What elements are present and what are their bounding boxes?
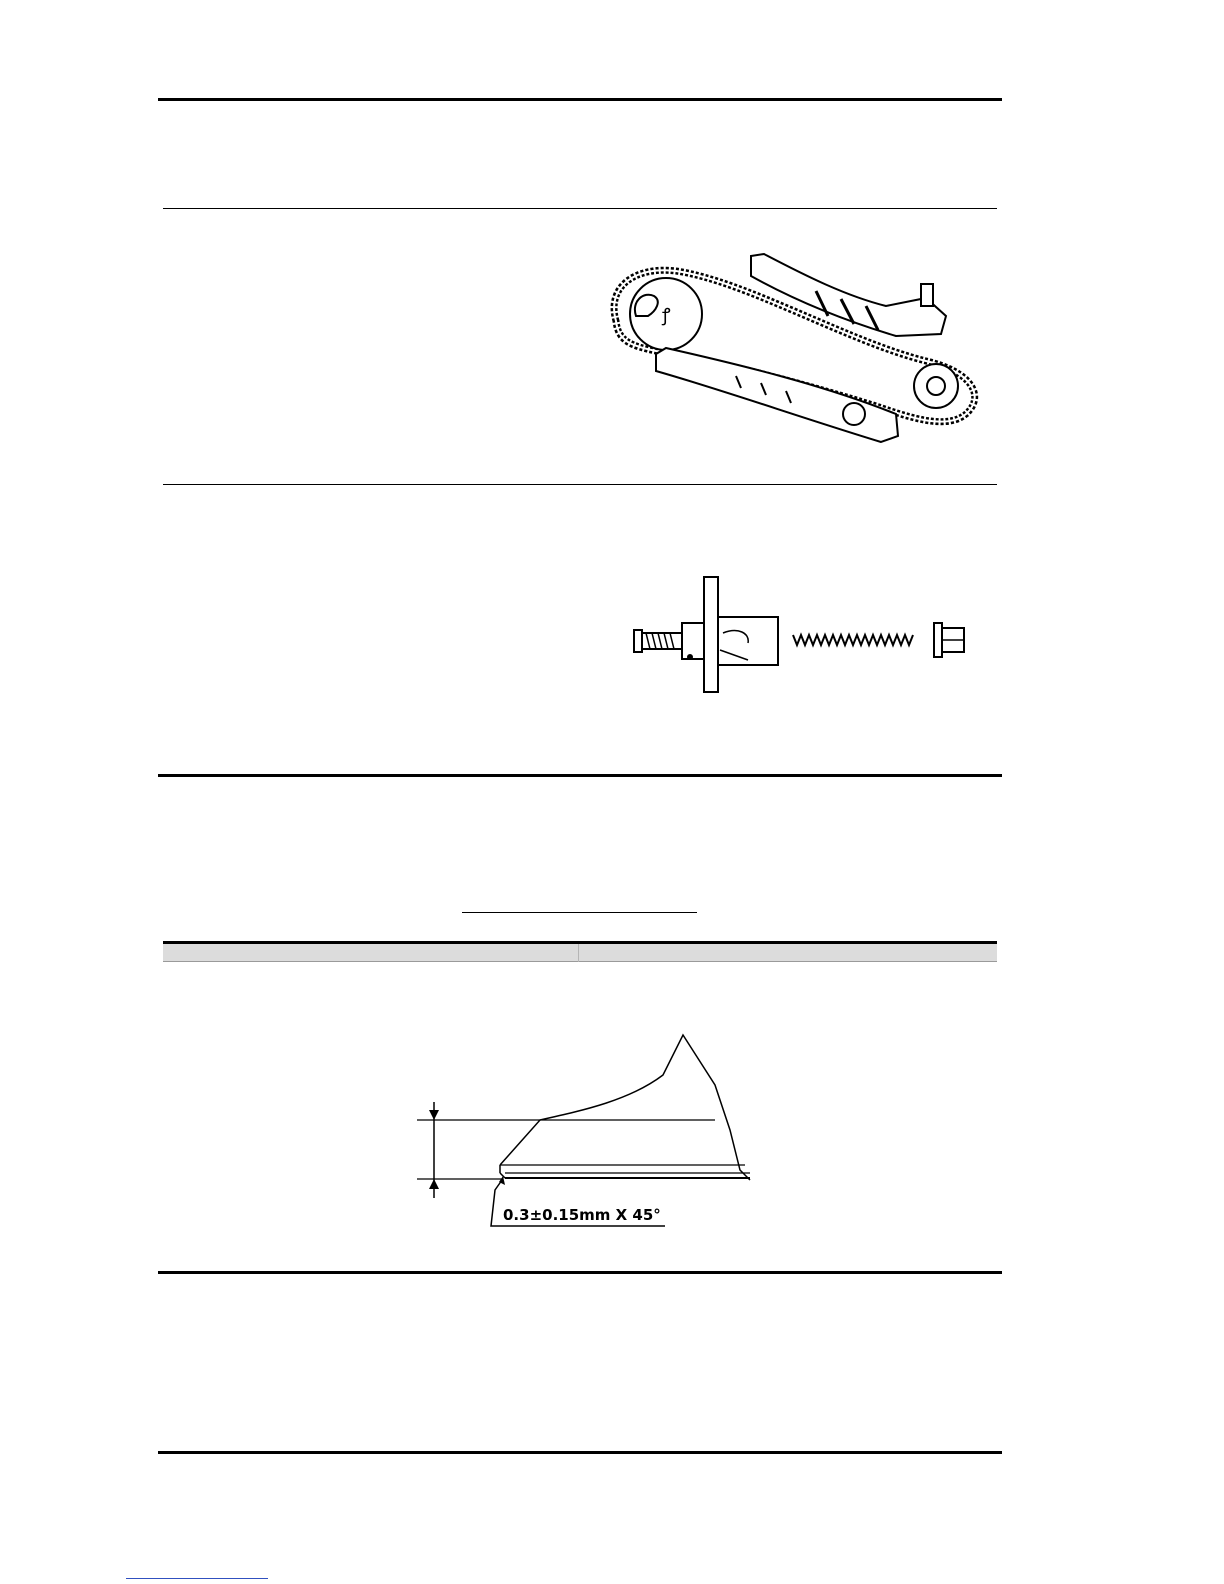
svg-text:ꝭ: ꝭ [662, 305, 671, 326]
tensioner-illustration [628, 575, 973, 700]
row-divider [163, 208, 997, 209]
header-rule [158, 98, 1002, 101]
table-header-divider [578, 944, 579, 962]
chamfer-dimension-label: 0.3±0.15mm X 45° [503, 1206, 661, 1224]
heading-underline [462, 912, 697, 913]
section-rule [158, 774, 1002, 777]
chamfer-drawing [415, 1030, 755, 1240]
timing-chain-illustration [596, 246, 996, 466]
section-rule [158, 1271, 1002, 1274]
row-divider [163, 484, 997, 485]
footer-rule [158, 1451, 1002, 1454]
table-header-band [163, 941, 997, 962]
footer-link-underline [126, 1578, 268, 1579]
